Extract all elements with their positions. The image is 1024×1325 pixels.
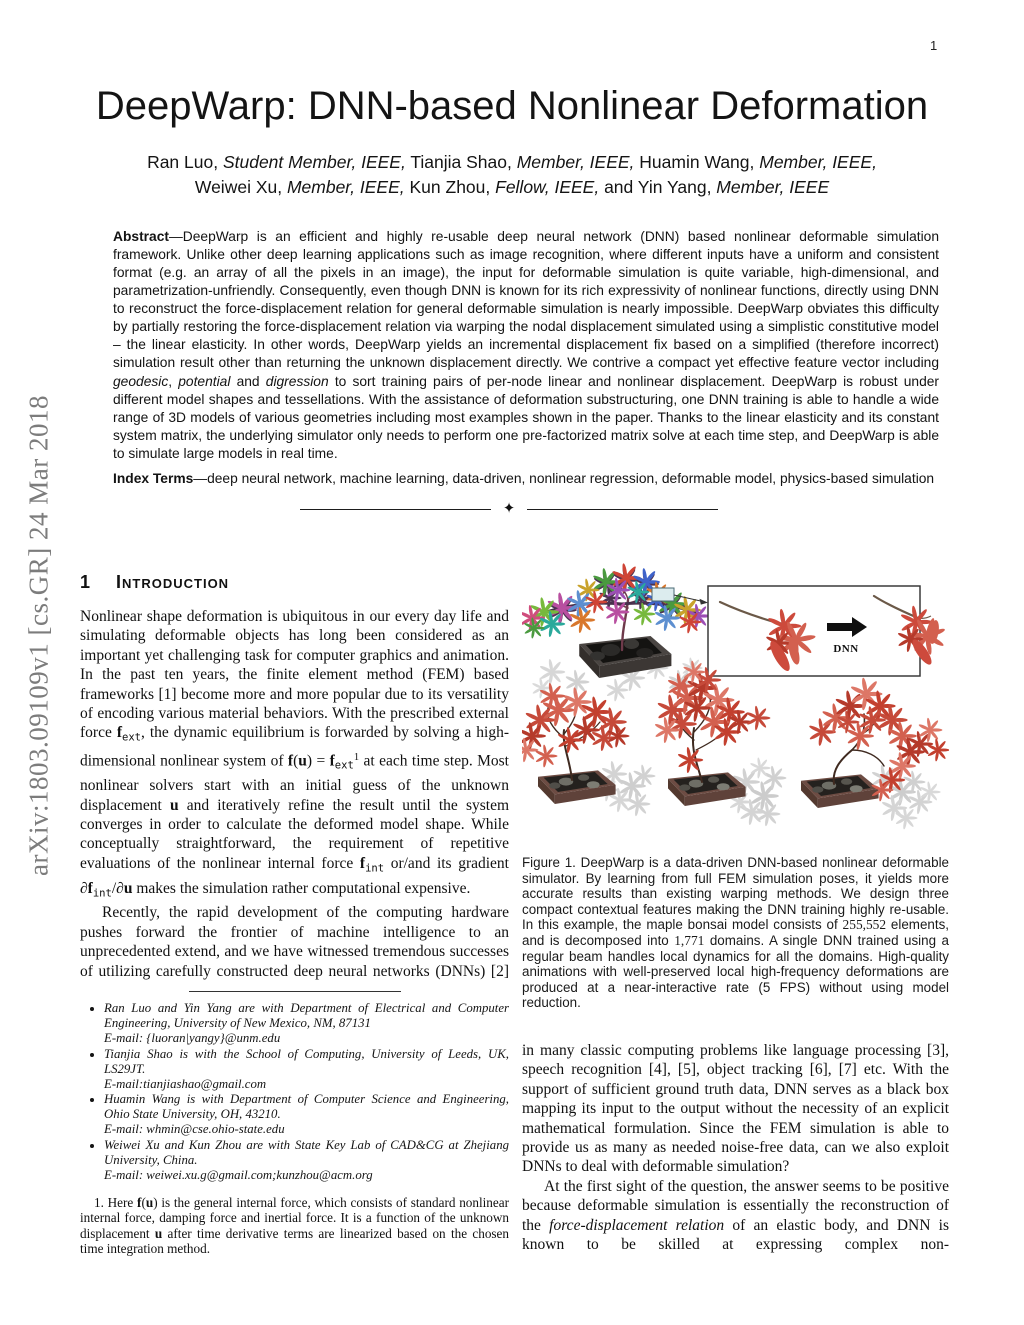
divider-line-left bbox=[300, 509, 491, 510]
bonsai-pose-c bbox=[801, 677, 949, 829]
affiliation-email: E-mail: weiwei.xu.g@gmail.com;kunzhou@acm.org bbox=[104, 1167, 373, 1182]
col2-paragraph-1: in many classic computing problems like language processing [3], speech recognition [4], [5], object tracking [6], [7] etc. With the support of sufficient ground truth data, DNN serves as a black box mapping its input to the output without the necessity of an explicit mathematical formulation. Since the FEM simulation is able to provide us as many as needed noise-free data, can we also exploit DNNs to deal with deformable simulation? bbox=[522, 1041, 949, 1176]
section-divider bbox=[300, 502, 718, 517]
author-affiliations bbox=[80, 1001, 509, 1183]
author-list bbox=[0, 150, 1024, 200]
index-terms: Index Terms—deep neural network, machine learning, data-driven, nonlinear regression, deformable model, physics-based simulation bbox=[113, 471, 935, 486]
affiliation-item bbox=[104, 1001, 509, 1046]
affiliation-item bbox=[104, 1047, 509, 1092]
page-number: 1 bbox=[930, 38, 938, 53]
affiliation-email: E-mail:tianjiashao@gmail.com bbox=[104, 1076, 267, 1091]
affiliation-text: • Weiwei Xu and Kun Zhou are with State Key Lab of CAD&CG at Zhejiang University, China. bbox=[104, 1138, 509, 1168]
section-title: Introduction bbox=[116, 572, 230, 592]
figure-1-caption: Figure 1. DeepWarp is a data-driven DNN-based nonlinear deformable simulator. By learning from full FEM simulation poses, it yields more accurate results than existing warping methods. We design three compact contextual features making the DNN training highly re-usable. In this example, the maple bonsai model consists of 255,552 elements, and is decomposed into 1,771 domains. A single DNN trained using a regular beam handles local dynamics for all the domains. High-quality animations with well-preserved local high-frequency deformations are produced at a near-interactive rate (5 FPS) without using model reduction. bbox=[522, 855, 949, 1011]
affiliation-item bbox=[104, 1092, 509, 1137]
divider-line-right bbox=[527, 509, 718, 510]
section-1-heading bbox=[80, 572, 509, 593]
figure-1-image bbox=[522, 560, 949, 845]
affiliation-email: E-mail: whmin@cse.ohio-state.edu bbox=[104, 1122, 285, 1137]
footnote-1: 1. Here f(u) is the general internal force, which consists of standard nonlinear internal force, damping force and inertial force. It is a function of the unknown displacement u after time derivative terms are linearized based on the chosen time integration method. bbox=[80, 1194, 509, 1257]
bonsai-canopy-domain-colored bbox=[522, 563, 710, 639]
bonsai-pose-a bbox=[522, 683, 656, 817]
affiliation-item bbox=[104, 1138, 509, 1183]
bonsai-canopy-a bbox=[522, 683, 630, 768]
bonsai-pot-b bbox=[668, 772, 746, 806]
bonsai-pot-a bbox=[538, 770, 616, 804]
affiliation-text: • Ran Luo and Yin Yang are with Department of Electrical and Computer Engineering, University of New Mexico, NM, 87131 bbox=[104, 1001, 509, 1030]
paper-title: DeepWarp: DNN-based Nonlinear Deformation bbox=[95, 84, 929, 128]
inset-closeup-box bbox=[708, 586, 949, 676]
col2-paragraph-2: At the first sight of the question, the answer seems to be positive because deformable simulation is essentially the reconstruction of the force-displacement relation of an elastic body, and DNN is known to be skilled at expressing complex non- bbox=[522, 1177, 949, 1253]
footnote-rule bbox=[189, 991, 401, 992]
right-column bbox=[522, 560, 949, 1254]
intro-paragraph-1: Nonlinear shape deformation is ubiquitous in our every day life and simulating deformable objects has long been considered as an important yet challenging task for computer graphics and animation. In the past ten years, the finite element method (FEM) based frameworks [1] become more and more popular due to its versatility of encoding various material behaviors. With the prescribed external force $f_{ext}$, the dynamic equilibrium is forwarded by solving a high-dimensional nonlinear system of $f(u) = f_{ext}^1$ at each time step. Most nonlinear solvers start with an initial guess of the unknown displacement u and iteratively refine the result until the system converges in order to calculate the deformed model shape. While conceptually straightforward, the requirement of repetitive evaluations of the nonlinear internal force $f_{int}$ or/and its gradient $\partial f_{int}/\partial u$ makes the simulation rather computational expensive. bbox=[80, 608, 510, 899]
authors-line-1: Ran Luo, Student Member, IEEE, Tianjia Shao, Member, IEEE, Huamin Wang, Member, IEEE, bbox=[147, 152, 877, 172]
abstract-text: Abstract—DeepWarp is an efficient and highly re-usable deep neural network (DNN) based nonlinear deformable simulation framework. Unlike other deep learning applications such as image recognition, where different inputs have a uniform and consistent format (e.g. an array of all the pixels in an image), the input for deformable simulation is quite variable, high-dimensional, and parametrization-unfriendly. Consequently, even though DNN is known for its rich expressivity of nonlinear functions, directly using DNN to reconstruct the force-displacement relation for general deformable simulation is nearly impossible. DeepWarp obviates this difficulty by partially restoring the force-displacement relation via warping the nodal displacement simulated using a simplistic constitutive model – the linear elasticity. In other words, DeepWarp yields an incremental displacement fix based on a simplified (therefore incorrect) simulation result other than returning the unknown displacement directly. We contrive a compact yet effective feature vector including geodesic, potential and digression to sort training pairs of per-node linear and nonlinear displacement. DeepWarp is robust under different model shapes and tessellations. With the assistance of deformation substructuring, one DNN training is able to handle a wide range of 3D models of various geometries including most examples shown in the paper. Thanks to the linear elasticity and its constant system matrix, the underlying simulator only needs to perform one pre-factorized matrix solve at each time step, and DeepWarp is able to simulate large models in real time. bbox=[113, 229, 940, 461]
arxiv-banner: arXiv:1803.09109v1 [cs.GR] 24 Mar 2018 bbox=[23, 395, 54, 876]
section-number: 1 bbox=[80, 572, 91, 592]
figure-1 bbox=[522, 560, 949, 1011]
affiliation-email: E-mail: {luoran|yangy}@unm.edu bbox=[104, 1030, 281, 1045]
affiliation-text: • Tianjia Shao is with the School of Computing, University of Leeds, UK, LS29JT. bbox=[104, 1046, 509, 1076]
affiliation-text: • Huamin Wang is with Department of Computer Science and Engineering, Ohio State University, OH, 43210. bbox=[104, 1092, 509, 1122]
diamond-ornament-icon: ✦ bbox=[502, 501, 516, 517]
zoom-callout-rect bbox=[652, 588, 674, 601]
authors-line-2: Weiwei Xu, Member, IEEE, Kun Zhou, Fellow, IEEE, and Yin Yang, Member, IEEE bbox=[194, 176, 830, 197]
intro-paragraph-2: Recently, the rapid development of the computing hardware pushes forward the frontier of machine intelligence to an unprecedented extend, and we have witnessed tremendous successes of utilizing carefully constructed deep neural networks (DNNs) [2] bbox=[80, 904, 509, 980]
left-column bbox=[80, 568, 509, 1257]
bonsai-pot-c bbox=[801, 774, 879, 808]
dnn-label: DNN bbox=[833, 643, 859, 655]
